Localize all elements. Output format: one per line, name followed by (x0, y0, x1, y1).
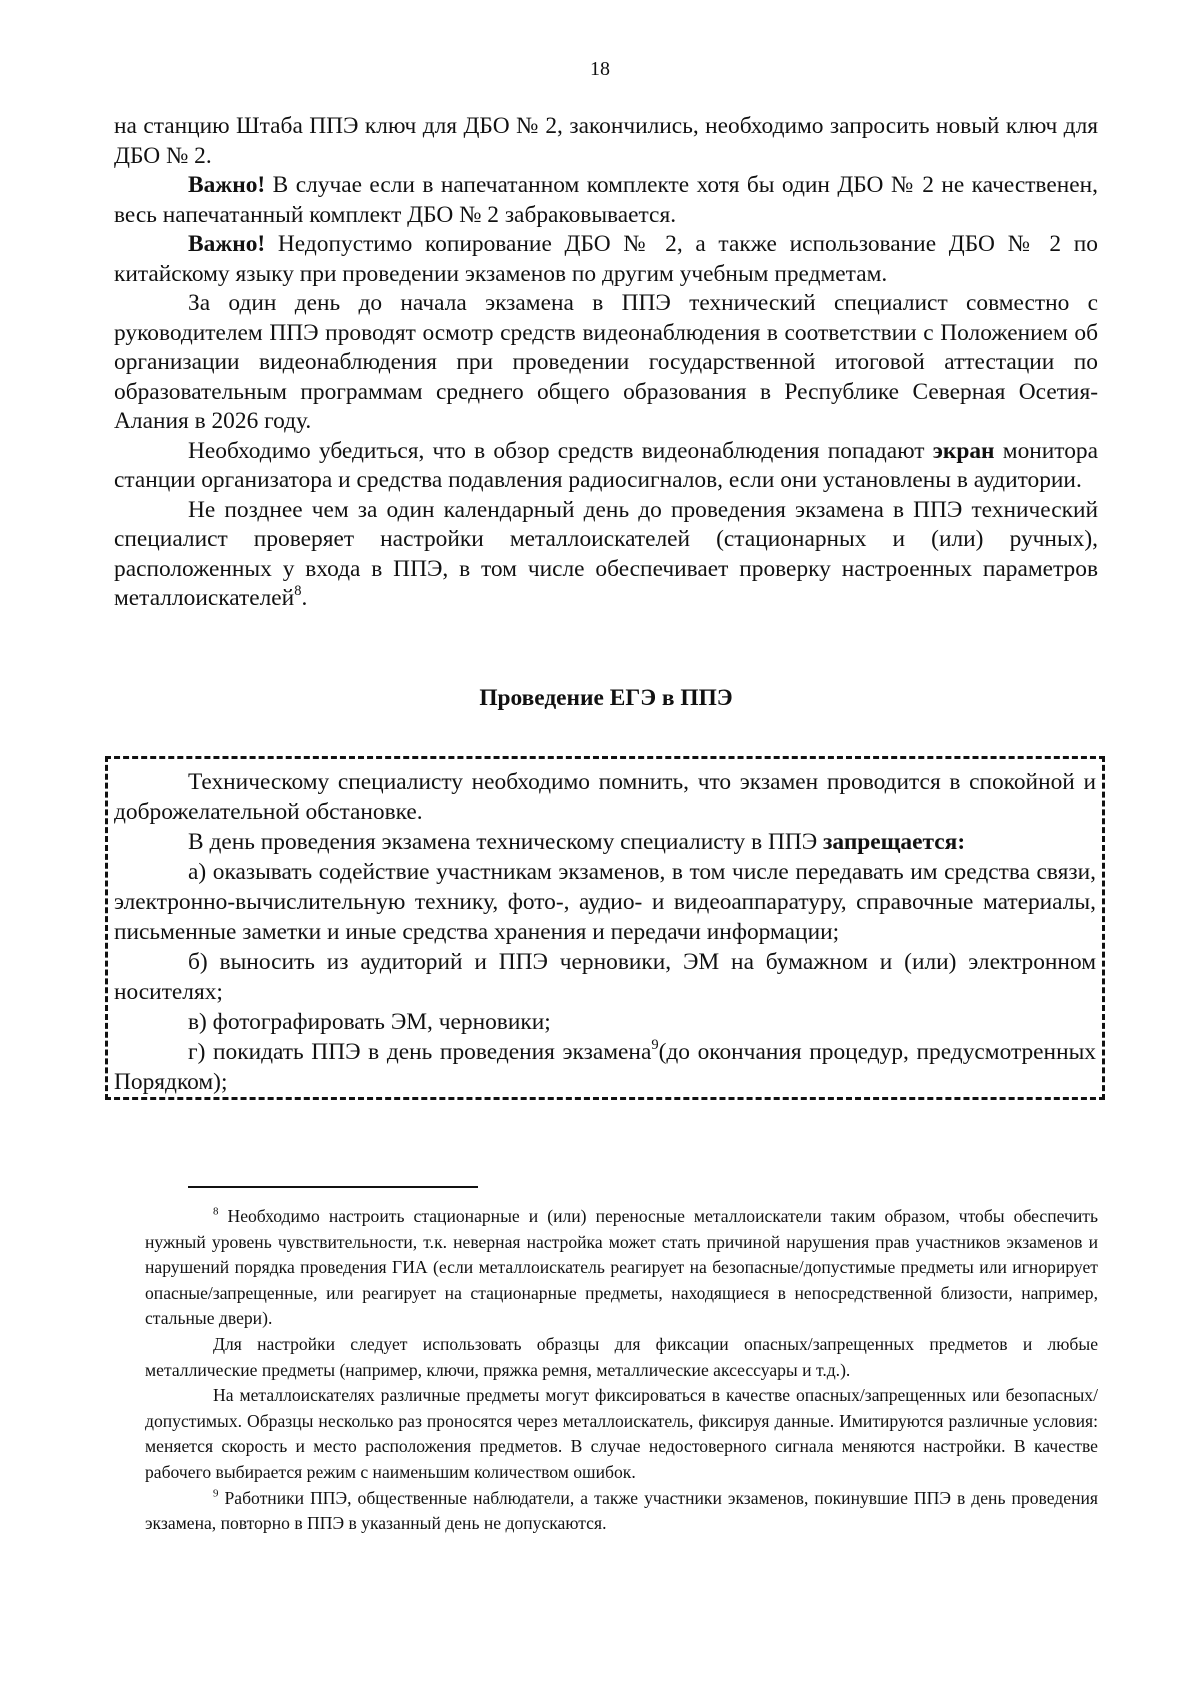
footnote-mark-9: 9 (213, 1486, 219, 1499)
box-item-d (114, 1037, 1096, 1097)
paragraph-text: В случае если в напечатанном комплекте хотя бы один ДБО № 2 не качественен, весь напечатанный комплект ДБО № 2 забраковывается. (114, 172, 1098, 228)
box-paragraph-calm: Техническому специалисту необходимо помнить, что экзамен проводится в спокойной и доброжелательной обстановке. (114, 769, 1096, 825)
footnote-separator (188, 1186, 478, 1188)
paragraph-text: Необходимо убедиться, что в обзор средств видеонаблюдения попадают (188, 437, 933, 464)
paragraph-text: Недопустимо копирование ДБО № 2, а также использование ДБО № 2 по китайскому языку при проведении экзаменов по другим учебным предметам. (114, 231, 1098, 287)
section-heading: Проведение ЕГЭ в ППЭ (479, 685, 733, 711)
footnotes (145, 1204, 1098, 1537)
footnote-8-continuation: Для настройки следует использовать образцы для фиксации опасных/запрещенных предметов и любые металлические предметы (например, ключи, пряжка ремня, металлические аксессуары и т.д.). (145, 1333, 1098, 1380)
footnote-8-continuation: На металлоискателях различные предметы могут фиксироваться в качестве опасных/запрещенных или безопасных/допустимых. Образцы несколько раз проносятся через металлоискатель, фиксируя данные. Имитируются различные условия: меняется скорость и место расположения предметов. В случае недостоверного сигнала меняются настройки. В качестве рабочего выбирается режим с наименьшим количеством ошибок. (145, 1385, 1098, 1482)
paragraph-text: монитора станции организатора и средства подавления радиосигналов, если они установлены в аудитории. (114, 437, 1098, 493)
paragraph-text: г) покидать ППЭ в день проведения экзамена (188, 1039, 652, 1065)
footnote-ref-9[interactable]: 9 (651, 1036, 659, 1053)
main-text (114, 112, 1098, 614)
important-label: Важно! (188, 172, 266, 198)
paragraph-text: Не позднее чем за один календарный день до проведения экзамена в ППЭ технический специалист проверяет настройки металлоискателей (стационарных и (или) ручных), расположенных у входа в ППЭ, в том числе обеспечивает проверку настроенных параметров металлоискателей (114, 496, 1098, 611)
paragraph-text: . (301, 585, 308, 611)
footnote-text: Необходимо настроить стационарные и (или) переносные металлоискатели таким образом, чтобы обеспечить нужный уровень чувствительности, т.к. неверная настройка может стать причиной нарушения прав участников экзаменов и нарушений порядка проведения ГИА (если металлоискатель реагирует на безопасные/допустимые предметы или игнорирует опасные/запрещенные, или реагирует на стационарные предметы, находящиеся в непосредственной близости, например, стальные двери). (145, 1206, 1098, 1329)
footnote-8 (145, 1204, 1098, 1332)
paragraph-video-check: За один день до начала экзамена в ППЭ технический специалист совместно с руководителем ППЭ проводят осмотр средств видеонаблюдения в соответствии с Положением об организации видеонаблюдения при проведении государственной итоговой аттестации по образовательным программам среднего общего образования в Республике Северная Осетия-Алания в 2026 году. (114, 290, 1098, 434)
footnote-9 (145, 1486, 1098, 1537)
paragraph-text: В день проведения экзамена техническому специалисту в ППЭ (188, 829, 824, 855)
paragraph-important-quality (114, 171, 1098, 230)
paragraph-important-copying (114, 230, 1098, 289)
footnote-ref-8[interactable]: 8 (294, 582, 302, 599)
notice-box (105, 756, 1105, 1100)
box-item-a: а) оказывать содействие участникам экзаменов, в том числе передавать им средства связи, электронно-вычислительную технику, фото-, аудио- и видеоаппаратуру, справочные материалы, письменные заметки и иные средства хранения и передачи информации; (114, 859, 1096, 945)
important-label: Важно! (188, 231, 266, 257)
box-item-b: б) выносить из аудиторий и ППЭ черновики, ЭМ на бумажном и (или) электронном носителях; (114, 949, 1096, 1005)
paragraph-video-coverage (114, 437, 1098, 496)
bold-term: экран (932, 437, 995, 464)
paragraph-continuation: на станцию Штаба ППЭ ключ для ДБО № 2, закончились, необходимо запросить новый ключ для ДБО № 2. (114, 113, 1098, 169)
paragraph-text: (до окончания процедур, предусмотренных Порядком); (114, 1039, 1096, 1095)
page-number: 18 (590, 58, 610, 80)
box-paragraph-prohibited (114, 827, 1096, 857)
bold-term: запрещается: (823, 829, 966, 855)
box-item-c: в) фотографировать ЭМ, черновики; (188, 1009, 551, 1035)
footnote-text: Работники ППЭ, общественные наблюдатели, а также участники экзаменов, покинувшие ППЭ в день проведения экзамена, повторно в ППЭ в указанный день не допускаются. (145, 1487, 1098, 1534)
paragraph-metal-detectors (114, 496, 1098, 614)
footnote-mark-8: 8 (213, 1205, 219, 1218)
